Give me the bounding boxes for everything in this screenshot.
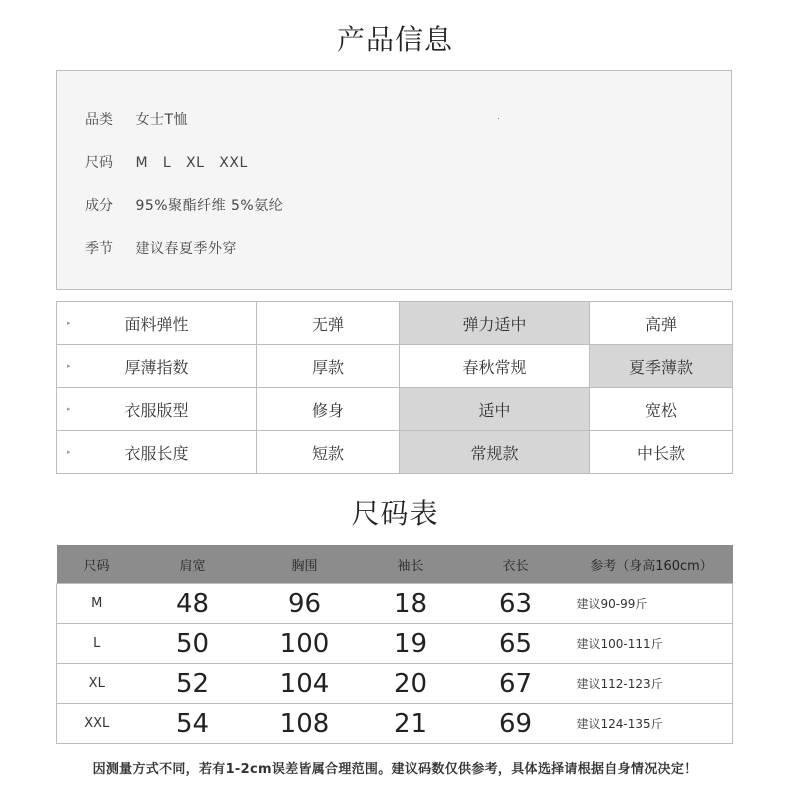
size-label: XL <box>57 664 137 704</box>
attribute-row <box>57 431 733 474</box>
attribute-name-label: 衣服长度 <box>124 443 189 463</box>
size-measurement: 108 <box>249 704 361 744</box>
product-info-title: 产品信息 <box>336 23 453 56</box>
info-value: 95%聚酯纤维 5%氨纶 <box>135 198 284 214</box>
size-measurement: 67 <box>461 664 571 704</box>
weight-reference: 建议100-111斤 <box>571 624 733 664</box>
size-measurement: 52 <box>137 664 249 704</box>
size-column-header: 袖长 <box>361 545 461 584</box>
attribute-row <box>57 302 733 345</box>
size-measurement: 96 <box>249 584 361 624</box>
attribute-row <box>57 388 733 431</box>
attribute-option: 宽松 <box>590 388 733 431</box>
size-measurement: 18 <box>361 584 461 624</box>
size-column-header: 胸围 <box>249 545 361 584</box>
size-row <box>57 704 733 744</box>
size-row <box>57 624 733 664</box>
attribute-name <box>57 345 257 388</box>
info-label: 尺码 <box>85 155 113 171</box>
info-label: 季节 <box>85 241 113 257</box>
info-row-size <box>85 152 248 172</box>
size-column-header: 参考（身高160cm） <box>571 545 733 584</box>
attribute-option-selected: 弹力适中 <box>400 302 590 345</box>
weight-reference: 建议124-135斤 <box>571 704 733 744</box>
size-measurement: 65 <box>461 624 571 664</box>
size-column-header: 尺码 <box>57 545 137 584</box>
size-measurement: 50 <box>137 624 249 664</box>
attribute-table <box>56 301 733 474</box>
attribute-option: 短款 <box>257 431 400 474</box>
info-label: 品类 <box>85 112 113 128</box>
info-value: M L XL XXL <box>135 155 248 171</box>
size-measurement: 19 <box>361 624 461 664</box>
size-row <box>57 584 733 624</box>
arrow-right-icon: ▸ <box>67 448 71 456</box>
attribute-option: 修身 <box>257 388 400 431</box>
info-row-category <box>85 109 188 129</box>
attribute-option-selected: 夏季薄款 <box>590 345 733 388</box>
attribute-option: 春秋常规 <box>400 345 590 388</box>
size-measurement: 54 <box>137 704 249 744</box>
attribute-option: 无弹 <box>257 302 400 345</box>
attribute-option: 中长款 <box>590 431 733 474</box>
size-measurement: 48 <box>137 584 249 624</box>
attribute-name-label: 衣服版型 <box>124 400 189 420</box>
arrow-right-icon: ▸ <box>67 362 71 370</box>
info-row-season <box>85 238 237 258</box>
size-row <box>57 664 733 704</box>
attribute-option: 厚款 <box>257 345 400 388</box>
size-measurement: 69 <box>461 704 571 744</box>
info-value: 建议春夏季外穿 <box>135 241 237 257</box>
attribute-name-label: 面料弹性 <box>124 314 189 334</box>
size-column-header: 衣长 <box>461 545 571 584</box>
weight-reference: 建议112-123斤 <box>571 664 733 704</box>
size-label: M <box>57 584 137 624</box>
size-label: L <box>57 624 137 664</box>
size-measurement: 100 <box>249 624 361 664</box>
decorative-dot <box>498 118 499 119</box>
attribute-option-selected: 常规款 <box>400 431 590 474</box>
size-label: XXL <box>57 704 137 744</box>
attribute-name <box>57 388 257 431</box>
attribute-row <box>57 345 733 388</box>
size-chart-table <box>56 545 733 744</box>
attribute-name <box>57 302 257 345</box>
attribute-name-label: 厚薄指数 <box>124 357 189 377</box>
attribute-option: 高弹 <box>590 302 733 345</box>
arrow-right-icon: ▸ <box>67 405 71 413</box>
size-measurement: 20 <box>361 664 461 704</box>
attribute-option-selected: 适中 <box>400 388 590 431</box>
info-row-material <box>85 195 283 215</box>
size-measurement: 63 <box>461 584 571 624</box>
footer-note: 因测量方式不同，若有1-2cm误差皆属合理范围。建议码数仅供参考，具体选择请根据自身情况决定！ <box>92 762 698 777</box>
info-label: 成分 <box>85 198 113 214</box>
size-measurement: 21 <box>361 704 461 744</box>
arrow-right-icon: ▸ <box>67 319 71 327</box>
info-value: 女士T恤 <box>135 112 189 128</box>
weight-reference: 建议90-99斤 <box>571 584 733 624</box>
size-column-header: 肩宽 <box>137 545 249 584</box>
size-measurement: 104 <box>249 664 361 704</box>
attribute-name <box>57 431 257 474</box>
product-info-box <box>56 70 732 290</box>
size-chart-title: 尺码表 <box>351 497 439 530</box>
